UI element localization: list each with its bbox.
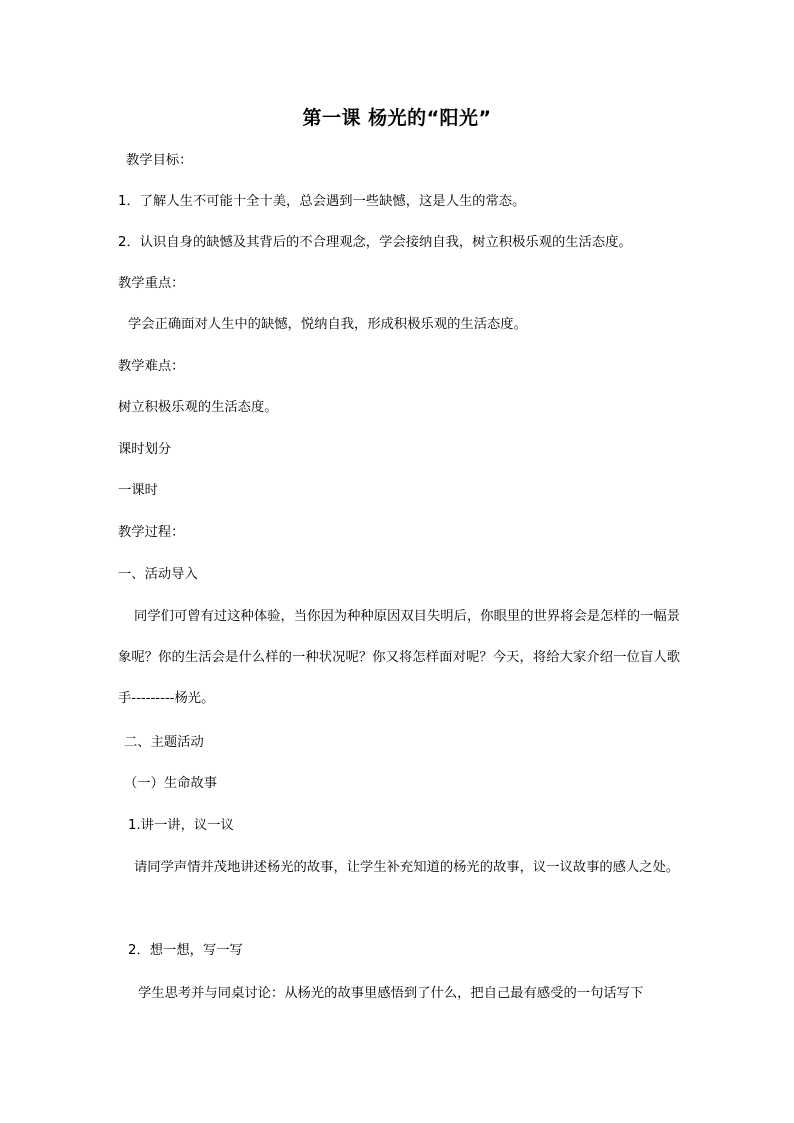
step-1-heading: 1.讲一讲，议一议 (128, 818, 234, 833)
difficulty-heading: 教学难点： (118, 359, 185, 374)
section-2-heading: 二、主题活动 (124, 735, 204, 750)
subsection-1-heading: （一）生命故事 (124, 776, 218, 791)
step-2-text: 学生思考并与同桌讨论：从杨光的故事里感悟到了什么，把自己最有感受的一句话写下 (138, 986, 644, 1001)
goals-heading: 教学目标： (126, 153, 193, 168)
section-1-text: 同学们可曾有过这种体验，当你因为种种原因双目失明后，你眼里的世界将会是怎样的一幅景象呢？你的生活会是什么样的一种状况呢？你又将怎样面对呢？今天，将给大家介绍一位盲人歌手---------杨光。 (118, 609, 680, 706)
section-1-heading: 一、活动导入 (118, 567, 198, 582)
schedule-heading: 课时划分 (118, 442, 172, 457)
step-2-heading: 2．想一想，写一写 (128, 943, 243, 958)
goal-2: 2．认识自身的缺憾及其背后的不合理观念，学会接纳自我，树立积极乐观的生活态度。 (118, 235, 632, 250)
difficulty-text: 树立积极乐观的生活态度。 (118, 400, 278, 415)
lesson-title: 第一课 杨光的“阳光” (302, 107, 492, 129)
schedule-text: 一课时 (118, 483, 158, 498)
key-points-heading: 教学重点： (118, 276, 185, 291)
key-points-text: 学会正确面对人生中的缺憾，悦纳自我，形成积极乐观的生活态度。 (128, 317, 527, 332)
process-heading: 教学过程： (118, 525, 185, 540)
goal-1: 1．了解人生不可能十全十美，总会遇到一些缺憾，这是人生的常态。 (118, 194, 526, 209)
step-1-text: 请同学声情并茂地讲述杨光的故事，让学生补充知道的杨光的故事，议一议故事的感人之处。 (134, 860, 680, 875)
